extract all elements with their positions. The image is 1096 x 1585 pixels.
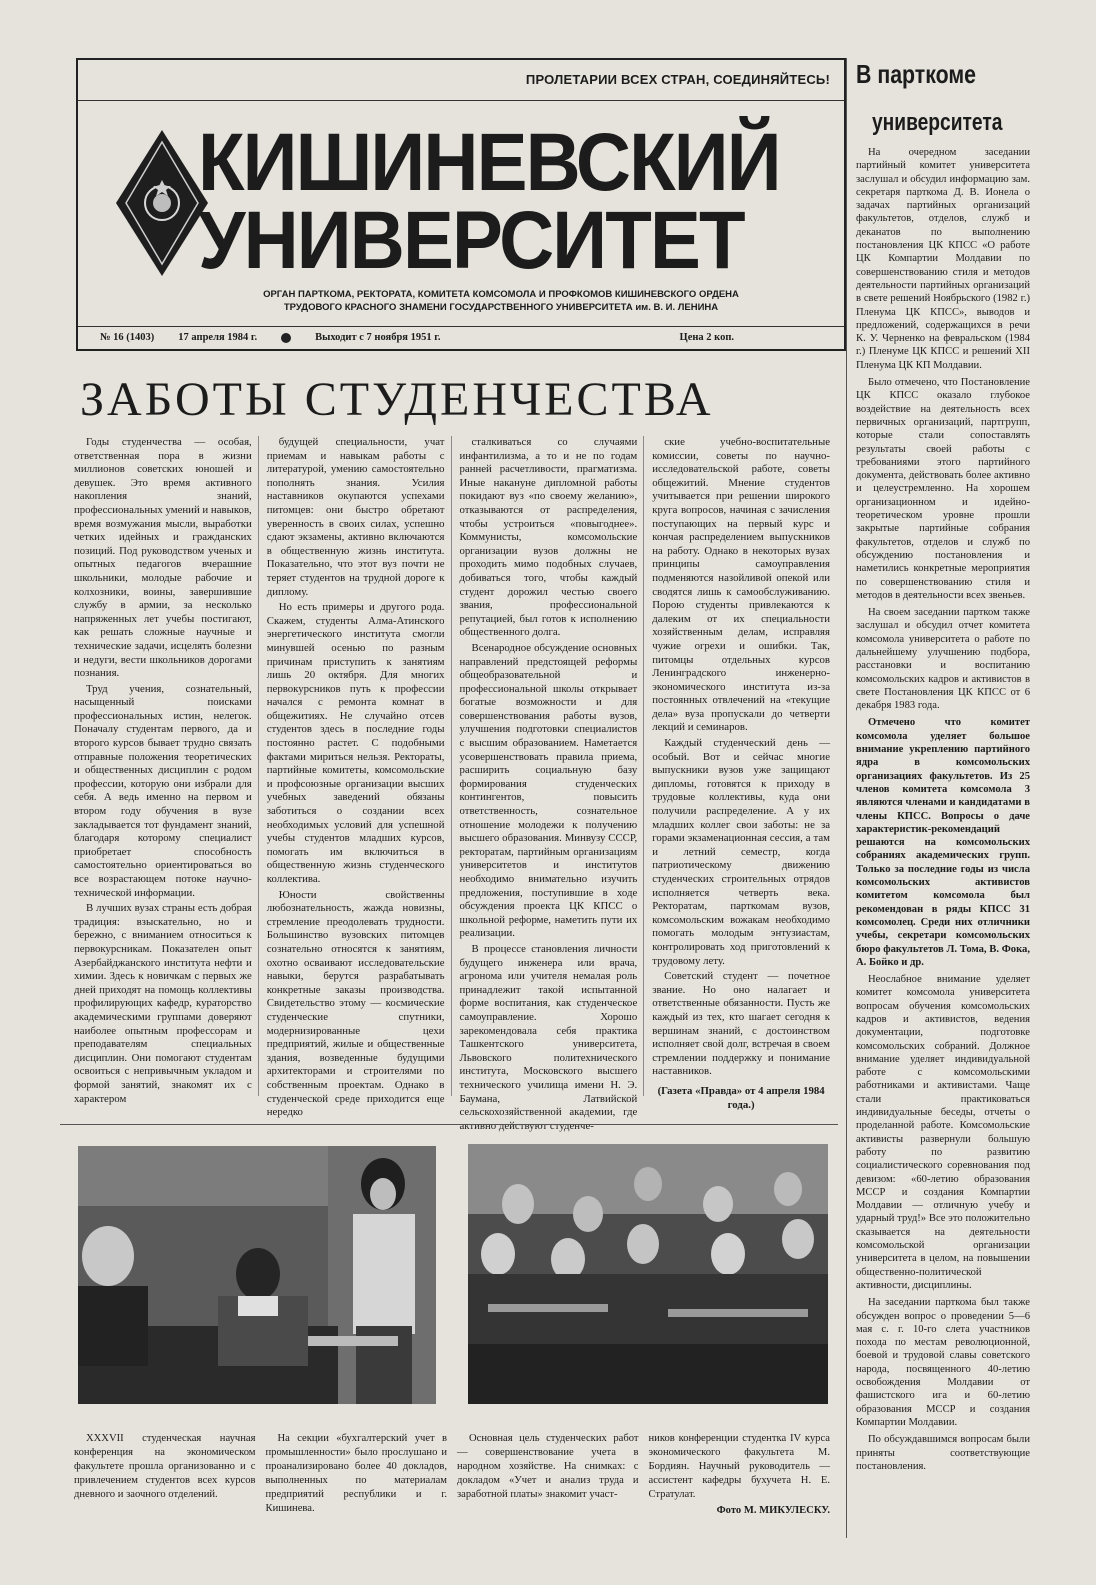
caption-column <box>74 1432 256 1532</box>
article-body <box>74 436 836 1132</box>
section-divider <box>60 1124 838 1125</box>
publisher-statement <box>174 288 828 314</box>
photo-credit: Фото М. МИКУЛЕСКУ. <box>716 1505 830 1516</box>
issue-info <box>100 332 824 343</box>
sidebar-paragraph: На своем заседании партком также заслушал и обсудил отчет комитета комсомола университета о работе по дальнейшему улучшению подбора, расстановки и воспитанию комсомольских кадров и активистов в свете Постановления ЦК КПСС от 6 декабря 1983 года. <box>856 607 1030 712</box>
article-paragraph: Но есть примеры и другого рода. Скажем, студенты Алма-Атинского энергетического института смогли минувшей осенью по разным причинам приступить к занятиям лишь 20 октября. Для многих первокурсников путь к профессии начался с ремонта комнат в общежитиях. Не случайно отсев студентов здесь в последние годы постоянно растет. С подобными фактами мириться нельзя. Ректораты, партийные комитеты, комсомольские и профсоюзные организации высших учебных заведений обязаны заботиться о создании всех необходимых условий для успешной учебы студентов младших курсов, помогать им включиться в общественную жизнь студенческого коллектива. <box>266 601 445 885</box>
sidebar-heading: В парткоме <box>856 59 977 89</box>
sidebar-body <box>856 146 1030 1473</box>
newspaper-title-line1: КИШИНЕВСКИЙ <box>198 117 780 208</box>
issue-date: 17 апреля 1984 г. <box>178 332 258 343</box>
bullet-icon <box>281 333 291 343</box>
article-column <box>266 436 452 1119</box>
sidebar-paragraph: Отмечено что комитет комсомола уделяет большое внимание укреплению партийного ядра в комсомольских организациях факультетов. Из 25 членов комитета комсомола 3 являются членами и кандидатами в члены КПСС. Вопросы о даче характеристик-рекомендаций решаются на комсомольских собраниях академических групп. Только за последние годы из числа комсомольских активистов комитетом комсомола был рекомендован в ряды КПСС 31 комсомолец. Среди них отличники учебы, секретари комсомольских бюро факультетов Л. Тома, В. Фока, А. Бойко и др. <box>856 717 1030 968</box>
article-column <box>459 436 645 1132</box>
article-paragraph: будущей специальности, учат приемам и навыкам работы с литературой, умению самостоятельно пополнять знания. Усилия наставников окупаются успехами питомцев: они быстро обретают уверенность в своих силах, успешно сдают экзамены, активно включаются в общественную жизнь института. Показательно, что этот вуз почти не теряет студентов на трудной дороге к диплому. <box>266 436 445 598</box>
sidebar-paragraph: Было отмечено, что Постановление ЦК КПСС оказало глубокое воздействие на деятельность всех первичных организаций, партгрупп, которые стали сопоставлять результаты своей работы с требованиями этого партийного документа, действовать более активно и целеустремленно. На хорошем организационном и идейно-теоретическом уровне прошли закрытые партийные собрания факультетов, отделов и служб по обсуждению постановления и наметились конкретные мероприятия по совершенствованию стиля и методов в деятельности всех звеньев. <box>856 377 1030 601</box>
masthead-divider <box>78 100 844 101</box>
caption-column <box>649 1432 831 1532</box>
article-headline: ЗАБОТЫ СТУДЕНЧЕСТВА <box>80 373 714 426</box>
sidebar-divider <box>846 58 847 1538</box>
issue-divider <box>78 326 844 327</box>
article-paragraph: Каждый студенческий день — особый. Вот и сейчас многие выпускники вузов уже защищают дипломы, готовятся к приходу в трудовые коллективы, куда они получили распределение. А у их младших коллег свои заботы: не за горами экзаменационная сессия, а там и летний семестр, когда патриотическому движению студенческих строительных отрядов исполняется четверть века. Ректоратам, парткомам вузов, комсомольским вожакам необходимо помогать молодым энтузиастам, контролировать ход приготовлений к трудовому лету. <box>652 737 830 967</box>
article-paragraph: ские учебно-воспитательные комиссии, советы по научно-исследовательской работе, советы общежитий. Мнение студентов учитывается при решении широкого круга вопросов, начиная с зачисления поступающих на первый курс и кончая распределением выпускников на работу. Однако в некоторых вузах принципы самоуправления подменяются назойливой опекой или сводятся лишь к самообслуживанию. Порою студенты привлекаются к далеким от их специальности хозяйственным делам, исправляя чужие огрехи и ошибки. Так, питомцы отдельных курсов Ленинградского инженерно-экономического института из-за постоянных отвлечений на «текущие дела» вуза пропускали до четверти лекций и семинаров. <box>652 436 830 734</box>
sidebar-paragraph: Неослабное внимание уделяет комитет комсомола университета вопросам обучения комсомольских кадров и активистов, ведения документации, подготовке комсомольских собраний. Должное внимание уделяет индивидуальной работе с комсомольскими работниками и активистами. Чаще стали практиковаться индивидуальные беседы, отчеты о проделанной работе. Комсомольские активисты развернули большую работу по развитию социалистического соревнования под девизом: «60-летию образования МССР и создания Компартии Молдавии — отличную учебу и ударный труд!» Все это положительно сказывается на деятельности комсомольской организации университета в целом, на повышении общественно-политической активности, дисциплины. <box>856 974 1030 1291</box>
sidebar-subheading: университета <box>872 109 1003 136</box>
university-emblem-icon <box>114 128 210 278</box>
photo-captions <box>74 1432 830 1532</box>
photo-speaker-at-lectern <box>78 1146 436 1404</box>
article-paragraph: В лучших вузах страны есть добрая традиция: взыскательно, но и бережно, с вниманием относиться к первокурсникам. Показателен опыт Азербайджанского института нефти и химии. Здесь к новичкам с первых же дней приходят на помощь коллективы профилирующих кафедр, кураторство академическими группами доверяют наиболее опытным профессорам и преподавателям специальных дисциплин. Они помогают студентам освоиться с непривычным укладом и формой занятий, знакомят их с характером <box>74 902 252 1105</box>
publisher-line1: ОРГАН ПАРТКОМА, РЕКТОРАТА, КОМИТЕТА КОМСОМОЛА И ПРОФКОМОВ КИШИНЕВСКОГО ОРДЕНА <box>263 289 739 300</box>
article-paragraph: сталкиваться со случаями инфантилизма, а то и не по годам ранней расчетливости, прагматизма. Иные накануне дипломной работы покидают вуз «по своему желанию», отказываются от распределения, чтобы устроиться «повыгоднее». Коммунисты, комсомольские организации вузов должны не проходить мимо подобных случаев, добиваться того, чтобы каждый студент дорожил честью своего звания, профессиональной репутацией, был готов к исполнению общественного долга. <box>459 436 638 639</box>
sidebar-paragraph: По обсуждавшимся вопросам были приняты соответствующие постановления. <box>856 1434 1030 1472</box>
issue-number: № 16 (1403) <box>100 332 155 343</box>
newspaper-title-line2: УНИВЕРСИТЕТ <box>198 195 744 286</box>
masthead <box>76 58 846 351</box>
motto: ПРОЛЕТАРИИ ВСЕХ СТРАН, СОЕДИНЯЙТЕСЬ! <box>525 72 830 87</box>
article-column <box>74 436 259 1105</box>
caption-text: XXXVII студенческая научная конференция на экономическом факультете прошла организованно и с привлечением студентов всех курсов дневного и заочного отделений. <box>74 1433 256 1500</box>
article-paragraph: Всенародное обсуждение основных направлений предстоящей реформы общеобразовательной и профессиональной школы открывает богатые возможности и для совершенствования работы вузов, улучшения подготовки специалистов с высшим образованием. Наметается усовершенствовать правила приема, расширить социальную базу формирования студенческих контингентов, повысить ответственность, сознательное отношение молодежи к получению высшего образования. Минвузу СССР, ректоратам, партийным организациям университетов и институтов необходимо внимательно изучить предложения, поступившие в ходе обсуждения проекта ЦК КПСС о школьной реформе, наметить пути их реализации. <box>459 641 638 940</box>
article-paragraph: Годы студенчества — особая, ответственная пора в жизни миллионов советских юношей и девушек. Это время активного накопления знаний, профессиональных умений и навыков, время возмужания мысли, выработки четких идейных и гражданских позиций. Под руководством ученых и опытных педагогов вчерашние школьники, молодые рабочие и колхозники, воины, завершившие службу в армии, за несколько напряженных лет учебы постигают, как решать сложные научные и технические задачи, исцелять болезни и недуги, вести школьников дорогами познания. <box>74 436 252 680</box>
caption-text: Основная цель студенческих работ — совершенствование учета в народном хозяйстве. На снимках: с докладом «Учет и анализ труда и заработной платы» знакомит участ- <box>457 1433 639 1500</box>
caption-text: ников конференции студентка IV курса экономического факультета М. Бордиян. Научный руководитель — ассистент кафедры бухучета Н. Е. Стратулат. <box>648 1433 830 1500</box>
caption-column <box>266 1432 448 1532</box>
sidebar-article <box>856 58 1030 1558</box>
photo-conference-audience <box>468 1144 828 1404</box>
article-column <box>652 436 836 1111</box>
sidebar-paragraph: На очередном заседании партийный комитет университета заслушал и обсудил информацию зам. секретаря парткома Д. В. Ионела о задачах партийных организаций факультетов, отделов, служб и деканатов по выполнению постановления ЦК КПСС «О работе ЦК Компартии Молдавии по совершенствованию стиля и методов деятельности партийных организаций в свете решений Ноябрьского (1982 г.) Пленума ЦК КПСС», выводов и предложений, содержащихся в речи К. У. Черненко на февральском (1984 г.) Пленуме ЦК КПСС и решений XII Пленума ЦК КП Молдавии. <box>856 147 1030 371</box>
published-since: Выходит с 7 ноября 1951 г. <box>315 332 441 343</box>
article-paragraph: В процессе становления личности будущего инженера или врача, агронома или учителя немалая роль принадлежит такой испытанной форме воспитания, как студенческое самоуправление. Хорошо зарекомендовала себя практика Ташкентского университета, Львовского политехнического института, Московского высшего технического училища имени Н. Э. Баумана, Латвийской сельскохозяйственной академии, где активно действуют студенче- <box>459 942 638 1132</box>
article-source: (Газета «Правда» от 4 апреля 1984 года.) <box>657 1084 825 1111</box>
article-paragraph: Труд учения, сознательный, насыщенный поисками профессиональных истин, нелегок. Поначалу студентам первого, да и второго курсов бывает трудно связать отправные положения теоретических и общественных дисциплин с родом профессии, которую они избрали для себя. А ведь именно на первом и втором году обучения в вузе закладывается тот фундамент знаний, благодаря которому специалист приобретает способность самостоятельно ориентироваться во все возрастающем потоке научно-технической информации. <box>74 682 252 899</box>
article-paragraph: Юности свойственны любознательность, жажда новизны, стремление преодолевать трудности. Большинство вузовских питомцев сознательно относятся к занятиям, охотно осваивают исследовательские навыки, берутся разрабатывать конкретные заказы производства. Свидетельство этому — космические студенческие спутники, модернизированные цехи предприятий, жилые и общественные здания, возведенные будущими архитекторами и строителями по собственным проектам. Однако в студенческой среде приходится еще нередко <box>266 888 445 1119</box>
caption-text: На секции «бухгалтерский учет в промышленности» было прослушано и проанализировано более 40 докладов, выполненных по материалам предприятий республики и г. Кишинева. <box>265 1433 447 1514</box>
caption-column <box>457 1432 639 1532</box>
sidebar-paragraph: На заседании парткома был также обсужден вопрос о проведении 5—6 мая с. г. 10-го слета участников похода по местам революционной, боевой и трудовой славы советского народа, посвященного 40-летию освобождения Молдавии от фашистского ига и 60-летию образования МССР и создания Компартии Молдавии. <box>856 1297 1030 1428</box>
article-paragraph: Советский студент — почетное звание. Но оно налагает и ответственные обязанности. Пусть же каждый из тех, кто шагает сегодня к вершинам знаний, с достоинством исполняет свой долг, встречая в своем стремлении поддержку и понимание наставников. <box>652 970 830 1078</box>
issue-price: Цена 2 коп. <box>679 332 734 343</box>
publisher-line2: ТРУДОВОГО КРАСНОГО ЗНАМЕНИ ГОСУДАРСТВЕННОГО УНИВЕРСИТЕТА им. В. И. ЛЕНИНА <box>283 302 719 313</box>
